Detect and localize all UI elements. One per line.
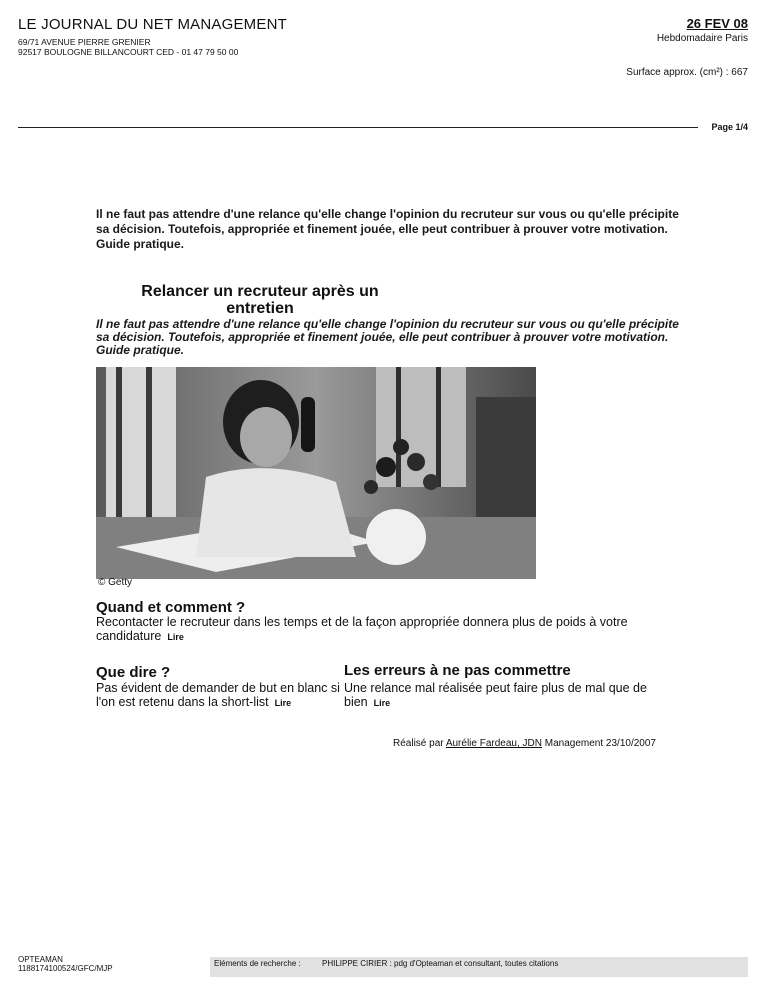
search-elements-value: PHILIPPE CIRIER : pdg d'Opteaman et consultant, toutes citations xyxy=(322,959,559,968)
byline-author[interactable]: Aurélie Fardeau, JDN xyxy=(445,738,542,749)
section-text: Recontacter le recruteur dans les temps et de la façon appropriée donnera plus de poids à votre candidature xyxy=(96,615,628,643)
byline-prefix: Réalisé par xyxy=(393,738,444,749)
surface-area: Surface approx. (cm²) : 667 xyxy=(626,67,748,78)
address-line-2: 92517 BOULOGNE BILLANCOURT CED - 01 47 79 50 00 xyxy=(18,47,239,57)
section-heading-what-to-say: Que dire ? xyxy=(96,664,171,681)
article-lead-italic: Il ne faut pas attendre d'une relance qu'elle change l'opinion du recruteur sur vous ou qu'elle précipite sa décision. Toutefois, appropriée et finement jouée, elle peut contribuer à prouver votre motivation. Guide pratique. xyxy=(96,317,679,357)
footer-code-2: 1188174100524/GFC/MJP xyxy=(18,964,113,973)
publication-name: LE JOURNAL DU NET MANAGEMENT xyxy=(18,16,287,33)
issue-date: 26 FEV 08 xyxy=(686,16,748,31)
article-photo xyxy=(96,367,536,579)
section-text: Pas évident de demander de but en blanc si l'on est retenu dans la short-list xyxy=(96,681,340,709)
section-text-what-to-say xyxy=(96,681,346,710)
footer-code-1: OPTEAMAN xyxy=(18,955,63,964)
frequency: Hebdomadaire Paris xyxy=(656,33,748,44)
section-text-when-how xyxy=(96,615,676,644)
address-line-1: 69/71 AVENUE PIERRE GRENIER xyxy=(18,37,151,47)
read-link[interactable]: Lire xyxy=(167,632,184,642)
byline xyxy=(393,738,656,749)
byline-suffix: Management 23/10/2007 xyxy=(544,738,656,749)
photo-credit: © Getty xyxy=(98,577,133,588)
footer-codes xyxy=(18,955,113,973)
article-lead: Il ne faut pas attendre d'une relance qu'elle change l'opinion du recruteur sur vous ou qu'elle précipite sa décision. Toutefois, appropriée et finement jouée, elle peut contribuer à prouver votre motivation. Guide pratique. xyxy=(96,207,679,251)
section-text-mistakes xyxy=(344,681,684,710)
read-link[interactable]: Lire xyxy=(274,698,292,708)
photo-illustration xyxy=(96,367,536,579)
page-number: Page 1/4 xyxy=(711,122,748,132)
section-heading-when-how: Quand et comment ? xyxy=(96,599,246,616)
section-text: Une relance mal réalisée peut faire plus de mal que de bien xyxy=(344,681,647,709)
read-link[interactable]: Lire xyxy=(373,698,391,708)
header-divider xyxy=(18,127,698,128)
article-title: Relancer un recruteur après un entretien xyxy=(141,283,379,317)
search-elements-label: Eléments de recherche : xyxy=(214,959,301,968)
section-heading-mistakes: Les erreurs à ne pas commettre xyxy=(344,662,571,679)
